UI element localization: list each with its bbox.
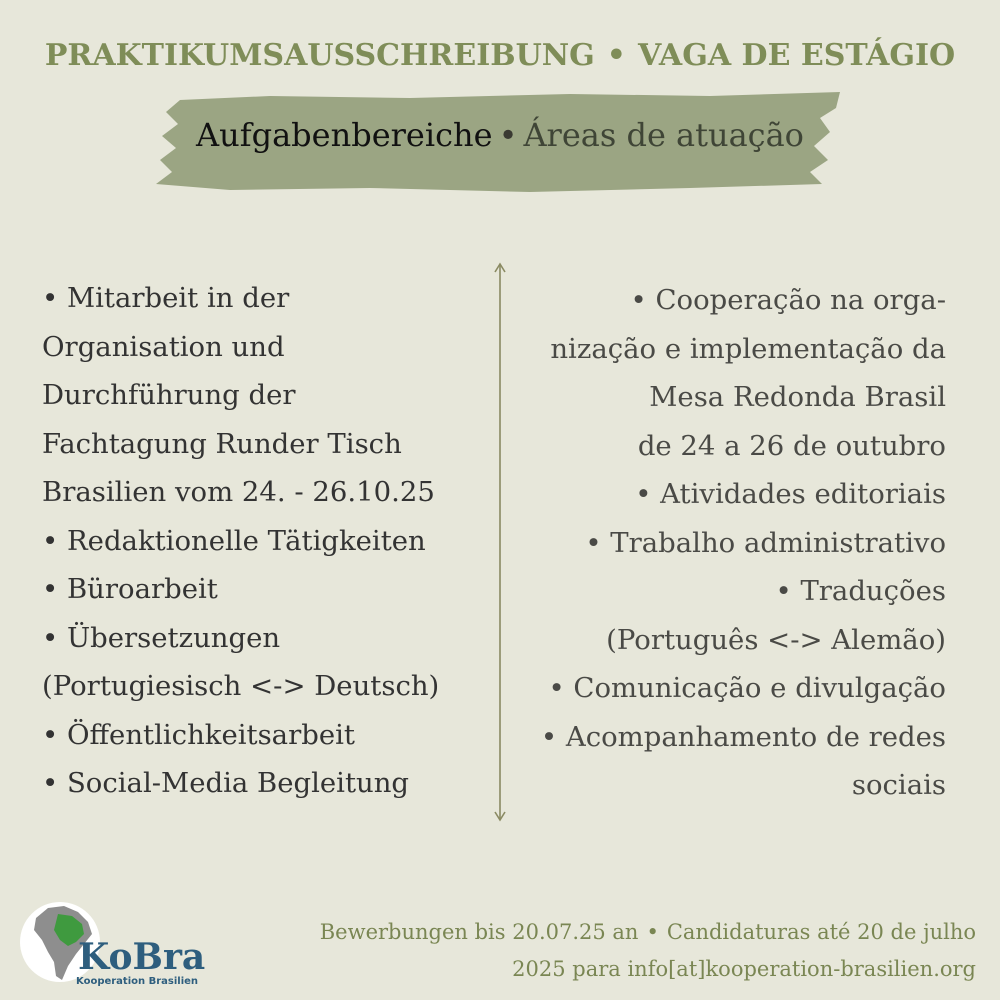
list-item: • Acompanhamento de redes — [540, 720, 946, 753]
title-separator: • — [606, 38, 626, 73]
application-deadline — [320, 914, 976, 951]
page-title — [0, 38, 1000, 73]
list-item: • Trabalho administrativo — [585, 526, 946, 559]
logo-wordmark: KoBra — [78, 936, 206, 978]
german-task-list — [42, 274, 482, 808]
section-heading-portuguese: Áreas de atuação — [523, 116, 804, 154]
section-heading — [150, 116, 850, 154]
section-heading-german: Aufgabenbereiche — [196, 116, 493, 154]
logo-subtitle: Kooperation Brasilien — [76, 976, 199, 987]
list-item: • Übersetzungen — [42, 621, 281, 654]
list-item: (Portugiesisch <-> Deutsch) — [42, 670, 440, 702]
list-item: Durchführung der — [42, 379, 296, 411]
list-item: Brasilien vom 24. - 26.10.25 — [42, 476, 435, 508]
list-item: • Büroarbeit — [42, 573, 218, 605]
list-item: Organisation und — [42, 330, 285, 363]
list-item: • Atividades editoriais — [635, 478, 946, 510]
deadline-portuguese: Candidaturas até 20 de julho — [666, 920, 976, 944]
list-item: nização e implementação da — [550, 332, 946, 365]
list-item: sociais — [851, 769, 946, 801]
title-portuguese: VAGA DE ESTÁGIO — [637, 38, 956, 73]
list-item: • Öffentlichkeitsarbeit — [42, 718, 355, 751]
list-item: • Traduções — [775, 575, 946, 607]
list-item: • Mitarbeit in der — [42, 282, 290, 314]
application-info — [320, 914, 976, 988]
section-heading-separator: • — [498, 116, 518, 154]
section-banner — [150, 88, 850, 194]
list-item: • Comunicação e divulgação — [548, 672, 946, 704]
list-item: (Português <-> Alemão) — [606, 623, 946, 656]
list-item: • Cooperação na orga- — [630, 284, 946, 316]
footer-separator: • — [646, 920, 659, 944]
title-german: PRAKTIKUMSAUSSCHREIBUNG — [44, 38, 595, 73]
application-contact: 2025 para info[at]kooperation-brasilien.org — [512, 957, 976, 981]
deadline-german: Bewerbungen bis 20.07.25 an — [319, 920, 639, 944]
list-item: • Redaktionelle Tätigkeiten — [42, 524, 426, 557]
portuguese-task-list — [496, 276, 946, 810]
list-item: de 24 a 26 de outubro — [637, 429, 946, 462]
list-item: Fachtagung Runder Tisch — [42, 427, 402, 460]
list-item: • Social-Media Begleitung — [42, 767, 410, 799]
kobra-logo — [18, 892, 208, 992]
list-item: Mesa Redonda Brasil — [649, 381, 946, 413]
